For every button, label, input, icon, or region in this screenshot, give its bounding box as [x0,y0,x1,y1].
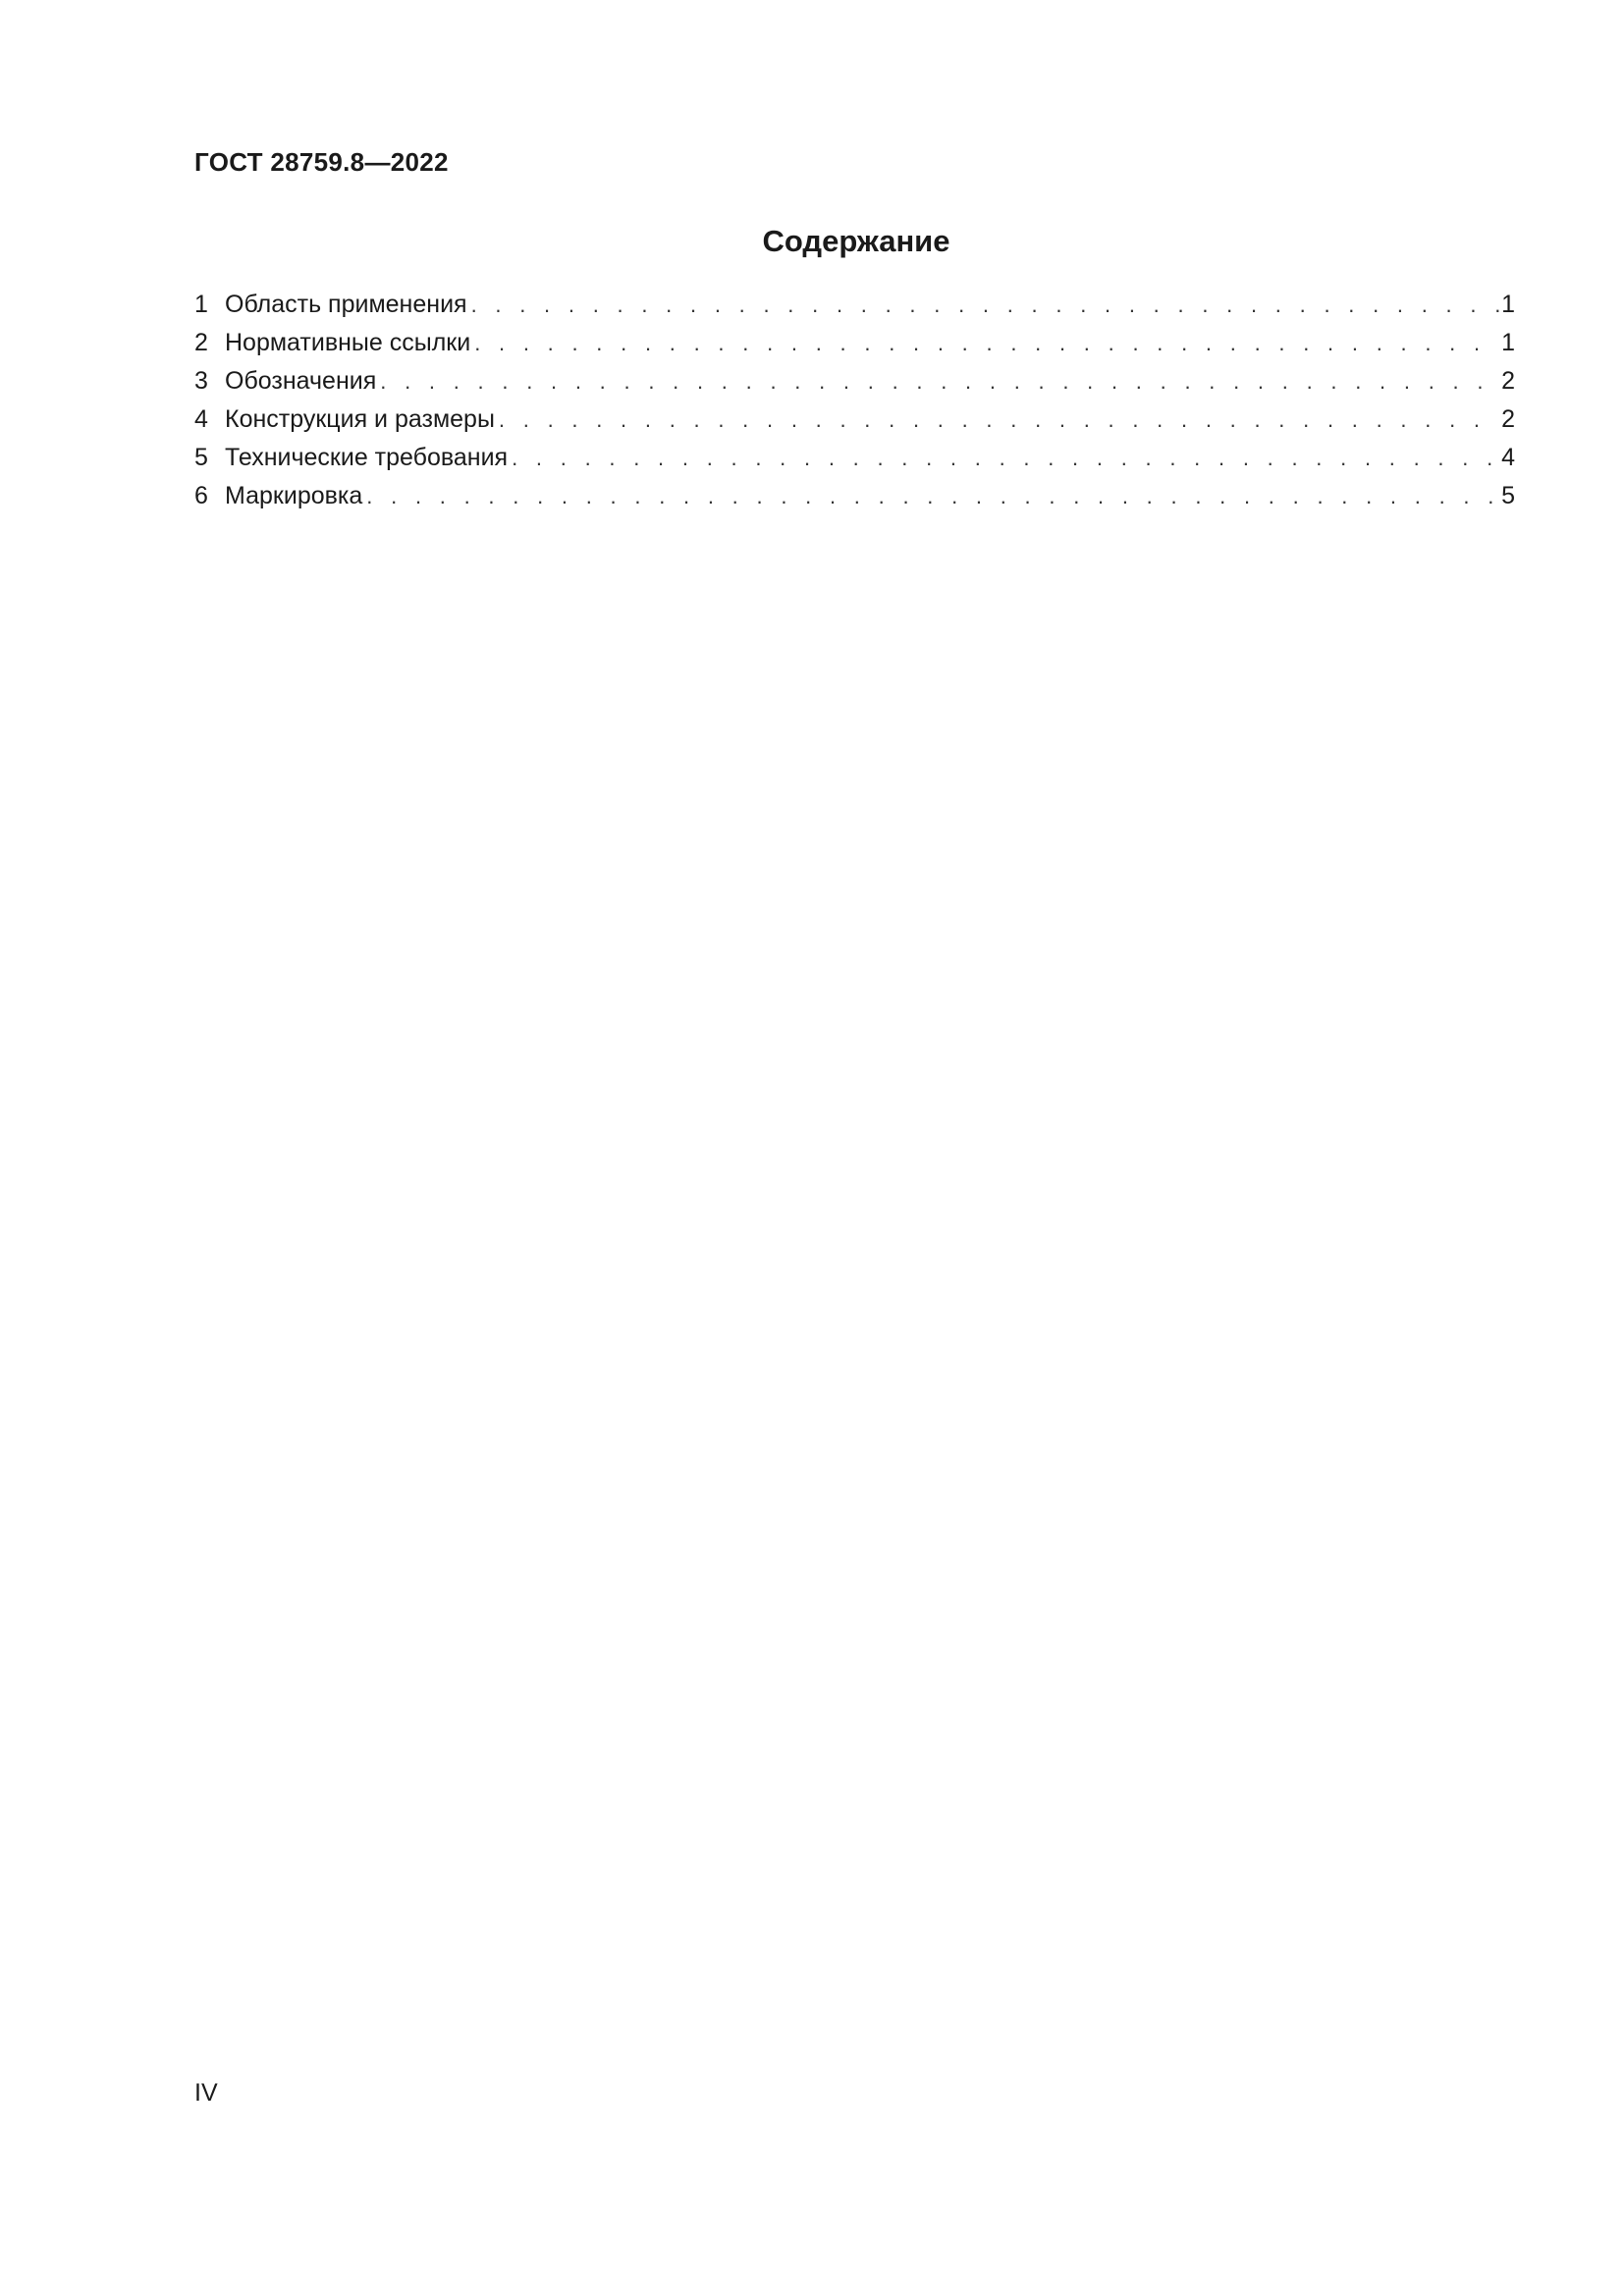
toc-leader-dots [499,407,1499,433]
toc-item-title: Конструкция и размеры [225,405,495,433]
toc-leader-dots [512,446,1499,471]
page-number: IV [194,2079,218,2107]
toc-item[interactable] [194,291,1515,329]
document-header-id: ГОСТ 28759.8—2022 [194,147,449,177]
toc-item-title: Обозначения [225,367,377,395]
toc-item-page: 2 [1501,367,1515,395]
toc-item-page: 2 [1501,405,1515,433]
toc-title: Содержание [762,224,950,258]
toc-item-number: 1 [194,291,208,318]
toc-item-title: Маркировка [225,482,363,509]
toc-item-number: 3 [194,367,208,395]
toc-leader-dots [474,331,1499,356]
toc-item[interactable] [194,367,1515,405]
toc-item-title: Нормативные ссылки [225,329,471,356]
toc-item-number: 5 [194,444,208,471]
toc-item-number: 4 [194,405,208,433]
toc-item[interactable] [194,444,1515,482]
toc-item-number: 6 [194,482,208,509]
toc-item-title: Область применения [225,291,467,318]
toc-item-page: 1 [1501,329,1515,356]
toc-item-page: 5 [1501,482,1515,509]
table-of-contents [194,291,1515,520]
toc-item[interactable] [194,482,1515,520]
toc-item-number: 2 [194,329,208,356]
toc-item[interactable] [194,329,1515,367]
toc-leader-dots [471,293,1500,318]
toc-leader-dots [366,484,1499,509]
toc-item-page: 4 [1501,444,1515,471]
toc-item[interactable] [194,405,1515,444]
toc-leader-dots [380,369,1499,395]
toc-item-title: Технические требования [225,444,509,471]
toc-item-page: 1 [1501,291,1515,318]
